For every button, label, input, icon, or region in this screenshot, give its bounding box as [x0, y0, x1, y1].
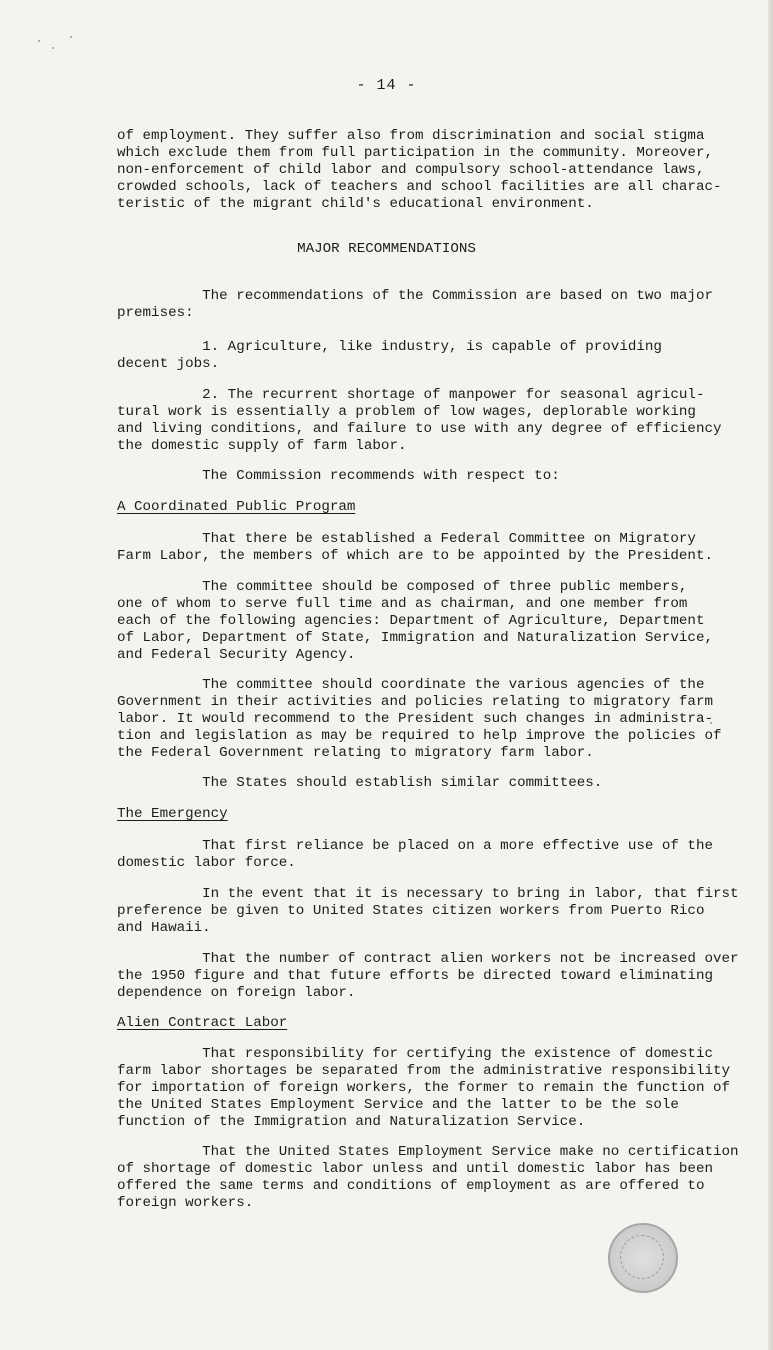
paragraph-certifying-responsibility: That responsibility for certifying the existence of domestic farm labor shortages be separated from the administrative responsibility for importation of foreign workers, the former to remain the function of the United States Employment Service and the latter to be the sole function of the Immigration and Naturalization Service. [117, 1046, 730, 1130]
paragraph-employment-service: That the United States Employment Service make no certification of shortage of domestic labor unless and until domestic labor has been offered the same terms and conditions of employment as are offered to foreign workers. [117, 1144, 739, 1211]
page-number: - 14 - [356, 77, 417, 94]
paragraph-committee-coordination: The committee should coordinate the various agencies of the Government in their activities and policies relating to migratory farm labor. It would recommend to the President such changes in administra- tion and legislation as may be required to help improve the policies of the Federal Government relating to migratory farm labor. [117, 677, 722, 761]
paragraph-first-preference: In the event that it is necessary to bring in labor, that first preference be given to United States citizen workers from Puerto Rico and Hawaii. [117, 886, 739, 936]
paragraph-premise-2: 2. The recurrent shortage of manpower for seasonal agricul- tural work is essentially a problem of low wages, deplorable working and living conditions, and failure to use with any degree of efficiency the domestic supply of farm labor. [117, 387, 722, 454]
paragraph-premise-1: 1. Agriculture, like industry, is capable of providing decent jobs. [117, 339, 662, 372]
paragraph-first-reliance: That first reliance be placed on a more effective use of the domestic labor force. [117, 838, 713, 871]
heading-alien-contract-labor: Alien Contract Labor [117, 1015, 288, 1031]
dust-speck [70, 36, 72, 38]
paragraph-federal-committee: That there be established a Federal Committee on Migratory Farm Labor, the members of which are to be appointed by the President. [117, 531, 713, 564]
paragraph-states: The States should establish similar committees. [117, 775, 603, 791]
paragraph-employment: of employment. They suffer also from discrimination and social stigma which exclude them from full participation in the community. Moreover, non-enforcement of child labor and compulsory school-attendance laws, crowded schools, lack of teachers and school facilities are all charac- teristic of the migrant child's educational environment. [117, 128, 722, 212]
heading-the-emergency: The Emergency [117, 806, 228, 822]
paragraph-recommends: The Commission recommends with respect to: [117, 468, 560, 484]
paper-edge [768, 0, 773, 1350]
heading-coordinated-public-program: A Coordinated Public Program [117, 499, 356, 515]
paragraph-committee-composition: The committee should be composed of three public members, one of whom to serve full time and as chairman, and one member from each of the following agencies: Department of Agriculture, Department of Labor, Department of State, Immigration and Naturalization Service, and Federal Security Agency. [117, 579, 713, 663]
heading-major-recommendations: MAJOR RECOMMENDATIONS [297, 241, 476, 257]
paragraph-contract-alien-workers: That the number of contract alien workers not be increased over the 1950 figure and that future efforts be directed toward eliminating dependence on foreign labor. [117, 951, 739, 1001]
paragraph-premises: The recommendations of the Commission are based on two major premises: [117, 288, 713, 321]
dust-speck [38, 40, 40, 42]
archive-stamp [608, 1223, 678, 1293]
dust-speck [52, 47, 54, 49]
